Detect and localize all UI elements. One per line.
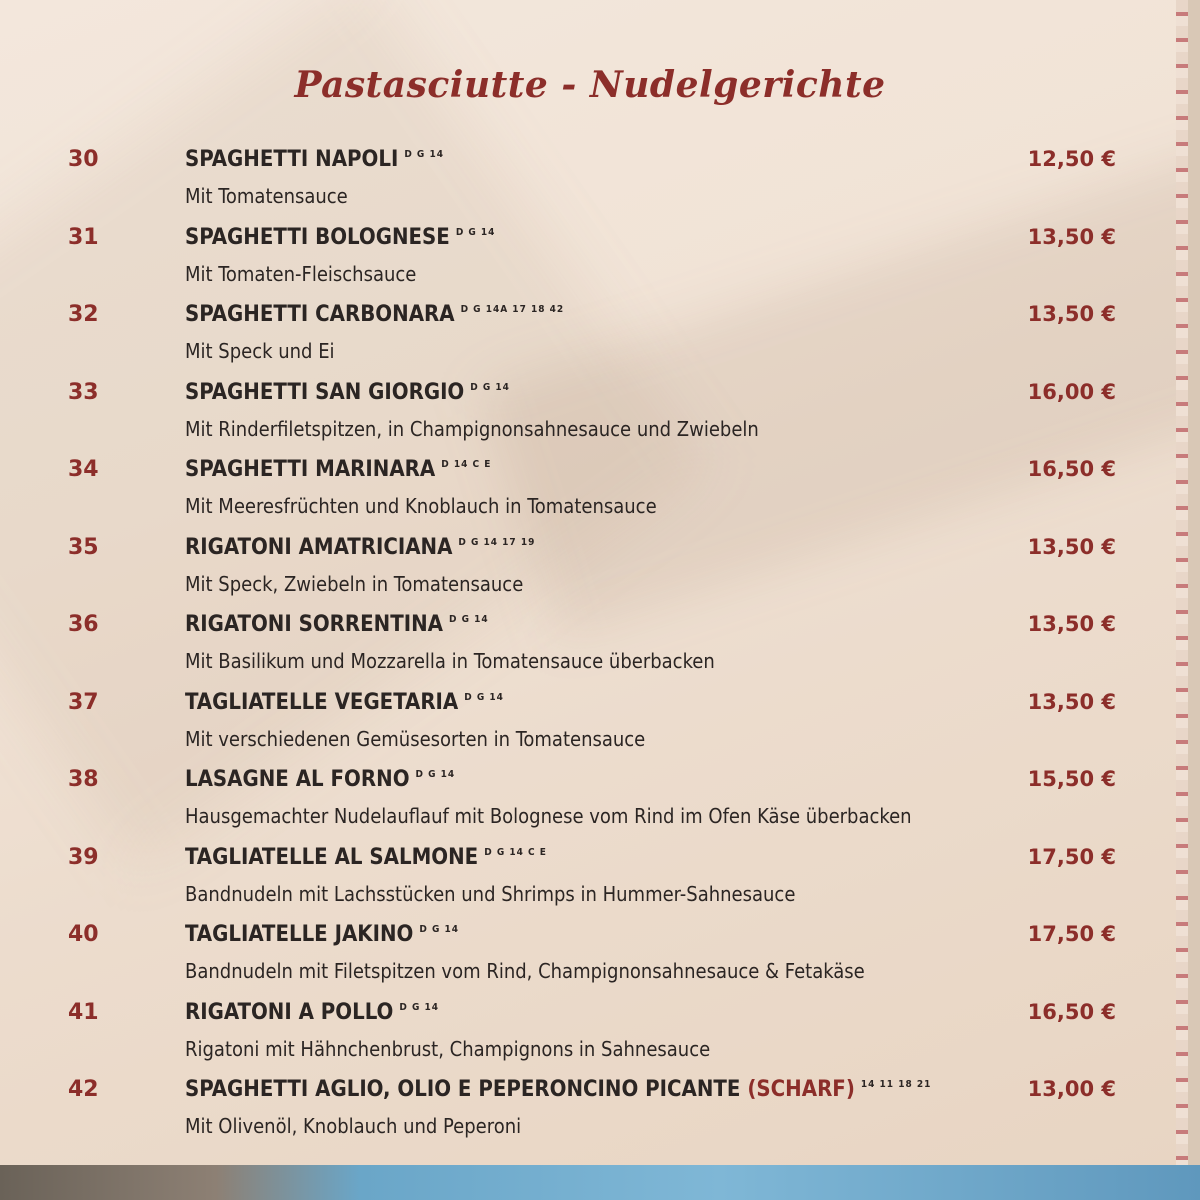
item-name-text: SPAGHETTI AGLIO, OLIO E PEPERONCINO PICANTE — [185, 1077, 741, 1102]
item-name-text: SPAGHETTI BOLOGNESE — [185, 224, 450, 250]
item-name — [185, 845, 547, 870]
item-price: 13,50 € — [1027, 534, 1116, 559]
item-name — [185, 457, 491, 482]
allergen-codes: D G 14 — [404, 149, 444, 160]
item-number: 37 — [68, 689, 99, 715]
item-description: Mit Speck und Ei — [185, 339, 335, 363]
item-name — [185, 1077, 931, 1102]
item-description: Mit Speck, Zwiebeln in Tomatensauce — [185, 571, 524, 596]
item-name — [185, 767, 455, 792]
photo-strip — [0, 1165, 1200, 1200]
item-number: 41 — [68, 999, 99, 1025]
item-number: 33 — [68, 379, 99, 405]
item-name — [185, 302, 564, 327]
item-name — [185, 690, 504, 715]
item-price: 13,00 € — [1027, 1077, 1116, 1101]
item-number: 32 — [68, 302, 99, 327]
item-name-text: SPAGHETTI MARINARA — [185, 457, 436, 482]
menu-item — [0, 457, 1188, 535]
menu-item — [0, 225, 1188, 303]
item-name-text: TAGLIATELLE AL SALMONE — [185, 844, 479, 870]
allergen-codes: D G 14 C E — [484, 846, 547, 858]
menu-item — [0, 690, 1188, 768]
item-price: 15,50 € — [1027, 767, 1116, 791]
item-description: Mit Tomatensauce — [185, 184, 348, 208]
item-name-text: TAGLIATELLE JAKINO — [185, 922, 414, 947]
item-description: Mit Meeresfrüchten und Knoblauch in Tomatensauce — [185, 494, 657, 518]
item-number: 36 — [68, 612, 99, 637]
menu-item — [0, 380, 1188, 458]
item-number: 35 — [68, 534, 99, 560]
allergen-codes: D G 14 — [448, 614, 489, 625]
item-name-text: RIGATONI AMATRICIANA — [185, 534, 453, 560]
allergen-codes: D G 14 — [415, 769, 456, 780]
menu-item — [0, 767, 1188, 845]
item-name-text: TAGLIATELLE VEGETARIA — [185, 689, 459, 715]
item-name — [185, 612, 489, 637]
item-name-text: RIGATONI A POLLO — [185, 999, 394, 1025]
item-number: 38 — [68, 767, 99, 792]
item-price: 17,50 € — [1027, 844, 1116, 869]
item-price: 16,50 € — [1027, 457, 1116, 481]
item-name-text: SPAGHETTI CARBONARA — [185, 302, 455, 327]
item-description: Bandnudeln mit Filetspitzen vom Rind, Champignonsahnesauce & Fetakäse — [185, 959, 865, 983]
allergen-codes: D G 14 — [399, 1001, 440, 1013]
menu-item — [0, 1077, 1188, 1155]
item-description: Mit Basilikum und Mozzarella in Tomatensauce überbacken — [185, 649, 715, 673]
item-name-text: LASAGNE AL FORNO — [185, 767, 410, 792]
item-name — [185, 147, 444, 172]
item-number: 30 — [68, 147, 99, 172]
item-name — [185, 922, 459, 947]
item-price: 16,50 € — [1027, 999, 1116, 1024]
item-number: 31 — [68, 224, 99, 250]
item-description: Bandnudeln mit Lachsstücken und Shrimps in Hummer-Sahnesauce — [185, 881, 796, 906]
item-number: 42 — [68, 1077, 99, 1102]
item-price: 13,50 € — [1027, 612, 1116, 636]
allergen-codes: D G 14 — [464, 691, 504, 703]
item-name-text: SPAGHETTI NAPOLI — [185, 147, 399, 172]
item-price: 16,00 € — [1027, 379, 1116, 404]
item-price: 17,50 € — [1027, 922, 1116, 946]
item-description: Mit Tomaten-Fleischsauce — [185, 261, 417, 286]
item-number: 40 — [68, 922, 99, 947]
item-name — [185, 535, 535, 560]
menu-section-title: Pastasciutte - Nudelgerichte — [294, 64, 886, 106]
item-price: 13,50 € — [1027, 689, 1116, 714]
allergen-codes: D G 14 — [455, 226, 496, 238]
item-name — [185, 225, 495, 250]
item-number: 34 — [68, 457, 99, 482]
allergen-codes: D G 14 — [419, 924, 459, 935]
allergen-codes: D 14 C E — [441, 459, 492, 470]
item-price: 12,50 € — [1027, 147, 1116, 171]
item-name-text: SPAGHETTI SAN GIORGIO — [185, 379, 465, 405]
allergen-codes: 14 11 18 21 — [860, 1079, 932, 1090]
item-name-text: RIGATONI SORRENTINA — [185, 612, 443, 637]
menu-item — [0, 302, 1188, 380]
item-name — [185, 380, 510, 405]
item-name-suffix: (SCHARF) — [747, 1077, 855, 1102]
menu-item — [0, 1000, 1188, 1078]
item-description: Rigatoni mit Hähnchenbrust, Champignons in Sahnesauce — [185, 1036, 711, 1061]
allergen-codes: D G 14 17 19 — [458, 536, 536, 548]
item-description: Mit Olivenöl, Knoblauch und Peperoni — [185, 1114, 522, 1138]
menu-item — [0, 845, 1188, 923]
menu-item — [0, 535, 1188, 613]
item-description: Mit Rinderfiletspitzen, in Champignonsahnesauce und Zwiebeln — [185, 416, 759, 441]
menu-item — [0, 922, 1188, 1000]
menu-item — [0, 612, 1188, 690]
item-number: 39 — [68, 844, 99, 870]
allergen-codes: D G 14 — [470, 381, 510, 393]
item-price: 13,50 € — [1027, 302, 1116, 326]
item-price: 13,50 € — [1027, 224, 1116, 249]
allergen-codes: D G 14A 17 18 42 — [460, 304, 565, 315]
item-description: Mit verschiedenen Gemüsesorten in Tomatensauce — [185, 726, 646, 751]
menu-item — [0, 147, 1188, 225]
item-name — [185, 1000, 439, 1025]
item-description: Hausgemachter Nudelauflauf mit Bolognese vom Rind im Ofen Käse überbacken — [185, 804, 912, 828]
